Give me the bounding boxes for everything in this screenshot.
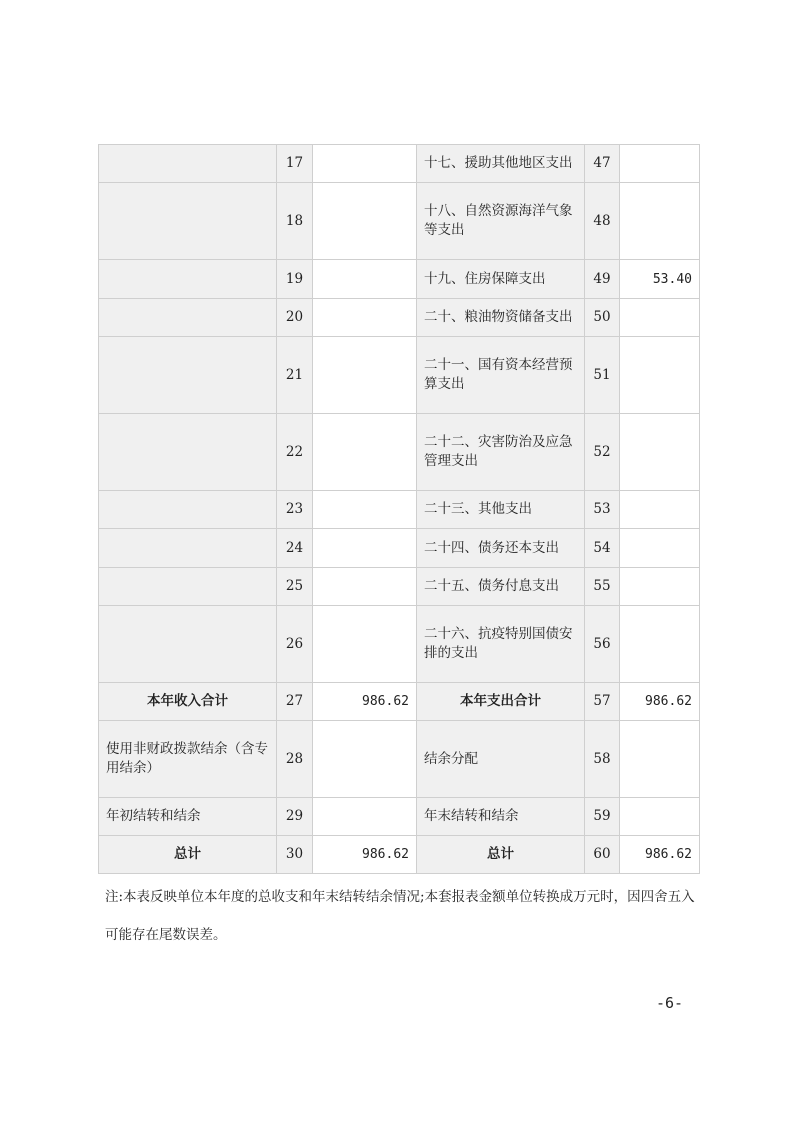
income-line-number: 21 [277,337,313,414]
income-amount [313,145,417,183]
table-row [99,260,700,299]
income-amount [313,260,417,299]
income-line-number: 30 [277,836,313,874]
income-item [99,337,277,414]
income-amount [313,798,417,836]
income-line-number: 27 [277,683,313,721]
income-amount [313,721,417,798]
expense-item: 二十六、抗疫特别国债安排的支出 [417,606,585,683]
expense-amount [620,491,700,529]
income-item [99,529,277,568]
expense-line-number: 52 [585,414,620,491]
table-row [99,606,700,683]
income-amount [313,414,417,491]
expense-item: 二十一、国有资本经营预算支出 [417,337,585,414]
expense-line-number: 58 [585,721,620,798]
expense-line-number: 60 [585,836,620,874]
expense-line-number: 48 [585,183,620,260]
expense-line-number: 59 [585,798,620,836]
expense-amount [620,183,700,260]
income-item [99,491,277,529]
income-amount [313,568,417,606]
table-row [99,683,700,721]
income-amount [313,491,417,529]
table-row [99,836,700,874]
income-amount: 986.62 [313,836,417,874]
page-number: -6- [656,994,684,1012]
income-item [99,145,277,183]
expense-item: 二十二、灾害防治及应急管理支出 [417,414,585,491]
expense-amount [620,721,700,798]
income-line-number: 28 [277,721,313,798]
income-item: 使用非财政拨款结余（含专用结余） [99,721,277,798]
income-item [99,260,277,299]
income-line-number: 29 [277,798,313,836]
income-line-number: 20 [277,299,313,337]
income-line-number: 22 [277,414,313,491]
income-line-number: 18 [277,183,313,260]
income-item [99,414,277,491]
income-amount [313,183,417,260]
table-row [99,183,700,260]
expense-amount [620,606,700,683]
expense-line-number: 50 [585,299,620,337]
expense-amount [620,337,700,414]
income-item: 本年收入合计 [99,683,277,721]
income-amount: 986.62 [313,683,417,721]
expense-amount [620,299,700,337]
income-item [99,183,277,260]
expense-amount [620,414,700,491]
expense-line-number: 54 [585,529,620,568]
expense-amount: 986.62 [620,836,700,874]
table-row [99,491,700,529]
income-amount [313,299,417,337]
table-footnote: 注:本表反映单位本年度的总收支和年末结转结余情况;本套报表金额单位转换成万元时，因四舍五入可能存在尾数误差。 [105,889,695,943]
income-item [99,606,277,683]
table-row [99,529,700,568]
expense-line-number: 47 [585,145,620,183]
expense-item: 二十五、债务付息支出 [417,568,585,606]
expense-amount [620,798,700,836]
income-line-number: 17 [277,145,313,183]
expense-amount [620,568,700,606]
expense-line-number: 51 [585,337,620,414]
expense-line-number: 53 [585,491,620,529]
income-item [99,299,277,337]
expense-item: 十七、援助其他地区支出 [417,145,585,183]
expense-line-number: 55 [585,568,620,606]
income-amount [313,606,417,683]
income-line-number: 24 [277,529,313,568]
expense-line-number: 49 [585,260,620,299]
income-line-number: 25 [277,568,313,606]
table-row [99,798,700,836]
income-amount [313,529,417,568]
table-row [99,721,700,798]
income-item: 总计 [99,836,277,874]
table-row [99,568,700,606]
income-line-number: 23 [277,491,313,529]
expense-item: 二十、粮油物资储备支出 [417,299,585,337]
expense-amount [620,529,700,568]
income-item: 年初结转和结余 [99,798,277,836]
table-row [99,145,700,183]
table-row [99,299,700,337]
expense-item: 年末结转和结余 [417,798,585,836]
expense-item: 结余分配 [417,721,585,798]
income-amount [313,337,417,414]
expense-line-number: 57 [585,683,620,721]
expense-item: 本年支出合计 [417,683,585,721]
expense-amount: 53.40 [620,260,700,299]
expense-item: 二十三、其他支出 [417,491,585,529]
expense-item: 二十四、债务还本支出 [417,529,585,568]
table-row [99,337,700,414]
expense-amount: 986.62 [620,683,700,721]
table-row [99,414,700,491]
budget-table [98,144,700,874]
expense-item: 总计 [417,836,585,874]
expense-item: 十九、住房保障支出 [417,260,585,299]
expense-amount [620,145,700,183]
income-item [99,568,277,606]
expense-item: 十八、自然资源海洋气象等支出 [417,183,585,260]
income-line-number: 19 [277,260,313,299]
expense-line-number: 56 [585,606,620,683]
income-line-number: 26 [277,606,313,683]
